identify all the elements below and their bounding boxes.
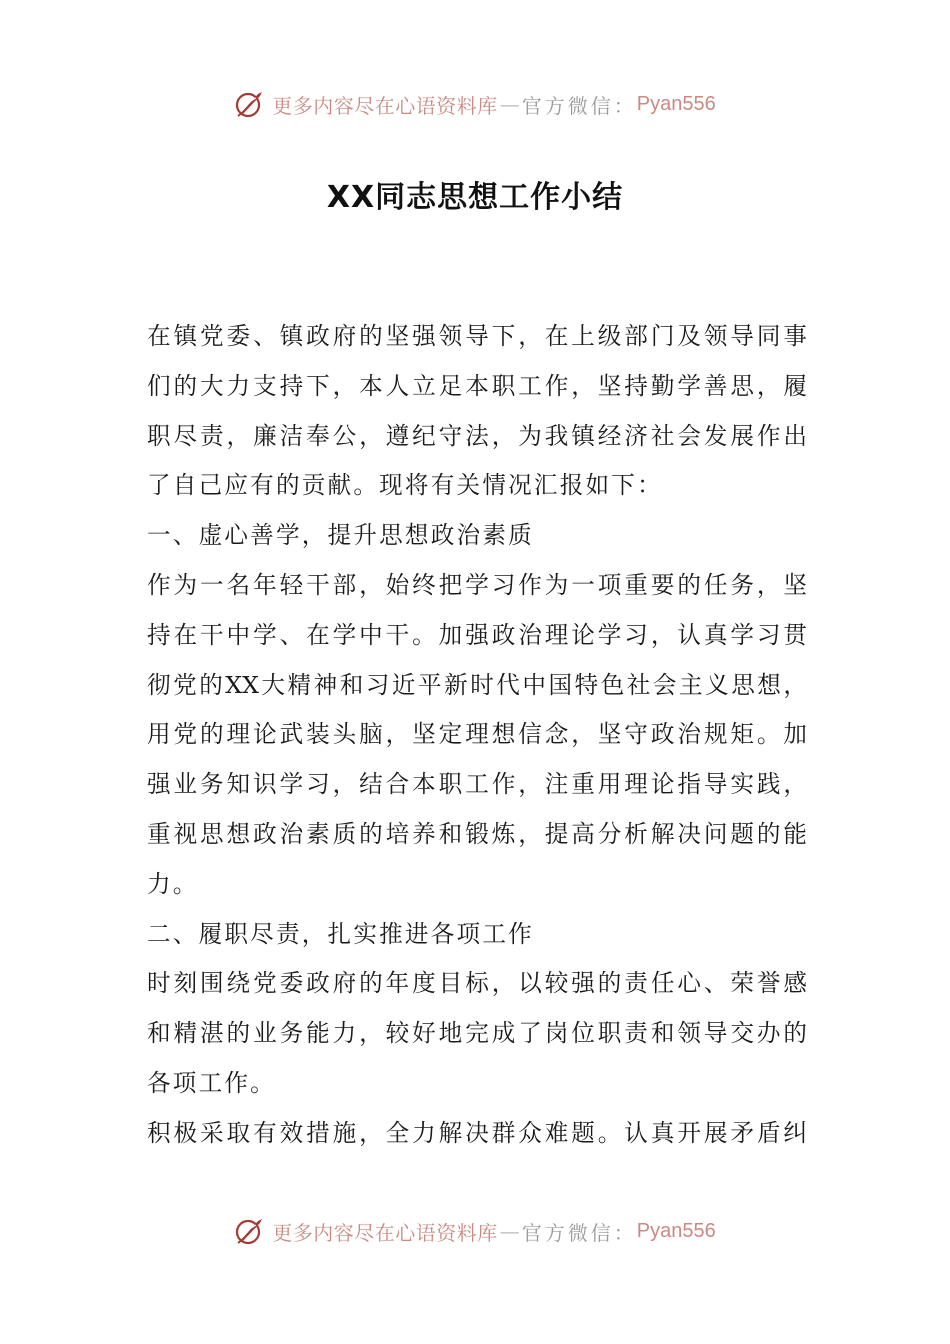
body-line: 在镇党委、镇政府的坚强领导下，在上级部门及领导同事 <box>147 322 807 350</box>
header-banner <box>0 84 950 124</box>
body-line: 彻党的XX大精神和习近平新时代中国特色社会主义思想， <box>147 670 807 699</box>
body-line: 了自己应有的贡献。现将有关情况汇报如下： <box>147 471 663 500</box>
banner-wechat-id: Pyan556 <box>636 92 716 115</box>
footer-banner <box>0 1211 950 1251</box>
body-line: 和精湛的业务能力，较好地完成了岗位职责和领导交办的 <box>147 1019 807 1048</box>
banner-site-text: 更多内容尽在心语资料库 <box>272 93 498 118</box>
body-line: 持在干中学、在学中干。加强政治理论学习，认真学习贯 <box>147 620 807 649</box>
body-line: 强业务知识学习，结合本职工作，注重用理论指导实践， <box>147 770 807 799</box>
section-heading-2: 二、履职尽责，扎实推进各项工作 <box>147 919 534 948</box>
banner-separator: — <box>499 1219 520 1243</box>
body-line: 们的大力支持下，本人立足本职工作，坚持勤学善思，履 <box>147 371 807 400</box>
body-line: 用党的理论武装头脑，坚定理想信念，坚守政治规矩。加 <box>147 720 807 749</box>
quill-pen-logo-icon <box>234 1215 266 1247</box>
body-line: 职尽责，廉洁奉公，遵纪守法，为我镇经济社会发展作出 <box>147 421 807 450</box>
body-line: 重视思想政治素质的培养和锻炼，提高分析解决问题的能 <box>147 819 807 848</box>
document-title: XX同志思想工作小结 <box>326 180 624 215</box>
banner-site-text: 更多内容尽在心语资料库 <box>272 1220 498 1245</box>
banner-wechat-label: 官方微信： <box>521 1220 637 1245</box>
banner-wechat-id: Pyan556 <box>636 1219 716 1242</box>
body-line: 作为一名年轻干部，始终把学习作为一项重要的任务，坚 <box>147 570 807 599</box>
section-heading-1: 一、虚心善学，提升思想政治素质 <box>147 521 534 550</box>
document-body <box>147 312 807 1159</box>
body-line: 积极采取有效措施，全力解决群众难题。认真开展矛盾纠 <box>147 1118 807 1147</box>
body-line: 力。 <box>147 869 199 898</box>
banner-separator: — <box>499 92 520 116</box>
banner-wechat-label: 官方微信： <box>521 93 637 118</box>
body-line: 各项工作。 <box>147 1068 276 1097</box>
quill-pen-logo-icon <box>234 88 266 120</box>
body-line: 时刻围绕党委政府的年度目标，以较强的责任心、荣誉感 <box>147 969 807 998</box>
